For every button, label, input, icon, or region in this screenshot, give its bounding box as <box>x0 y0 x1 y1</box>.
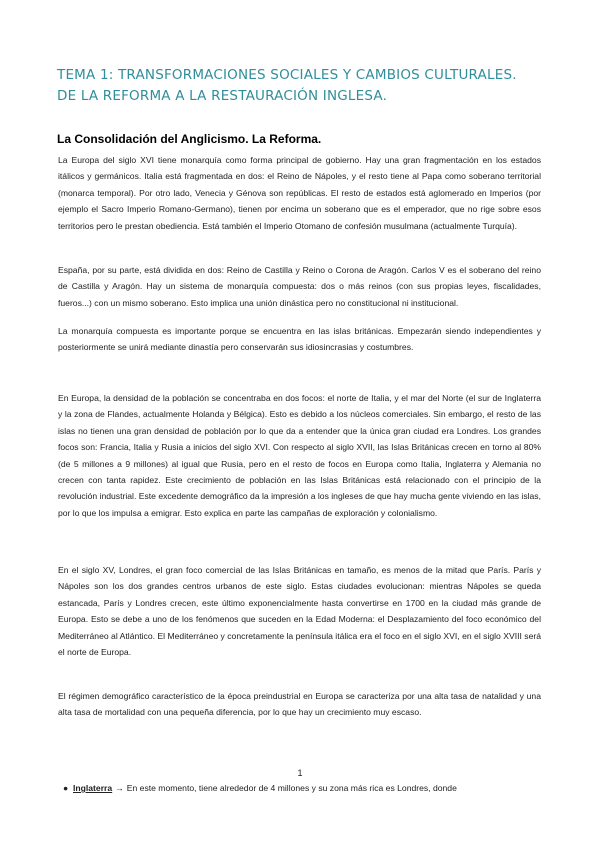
bullet-item <box>63 781 543 795</box>
bullet-icon: ● <box>63 783 69 793</box>
bullet-text: En este momento, tiene alrededor de 4 millones y su zona más rica es Londres, donde <box>126 783 457 793</box>
arrow-icon: → <box>115 783 124 793</box>
paragraph: En el siglo XV, Londres, el gran foco comercial de las Islas Británicas en tamaño, es menos de la mitad que París. París y Nápoles son los dos grandes centros urbanos de este siglo. Estas ciudades evolucionan: mientras Nápoles se queda estancada, París y Londres crecen, este último exponencialmente hasta convertirse en 1700 en la ciudad más grande de Europa. Esto se debe a uno de los fenómenos que suceden en la Edad Moderna: el Desplazamiento del foco económico del Mediterráneo al Atlántico. El Mediterráneo y concretamente la península itálica era el foco en el siglo XVI, en el siglo XVIII será el norte de Europa. <box>58 565 541 658</box>
paragraph: El régimen demográfico característico de la época preindustrial en Europa se caracteriza por una alta tasa de natalidad y una alta tasa de mortalidad con una pequeña diferencia, por lo que hay un crecimiento muy escaso. <box>58 691 541 718</box>
paragraph: La monarquía compuesta es importante porque se encuentra en las islas británicas. Empezarán siendo independientes y posteriormente se unirá mediante dinastía pero conservarán sus idiosincrasias y costumbres. <box>58 326 541 353</box>
document-title: TEMA 1: TRANSFORMACIONES SOCIALES Y CAMBIOS CULTURALES. DE LA REFORMA A LA RESTAURACIÓN INGLESA. <box>57 67 517 105</box>
bullet-term: Inglaterra <box>73 783 113 793</box>
paragraph: La Europa del siglo XVI tiene monarquía como forma principal de gobierno. Hay una gran fragmentación en los estados itálicos y germánicos. Italia está fragmentada en dos: el Reino de Nápoles, y el resto tiene al Papa como soberano territorial (monarca temporal). Por otro lado, Venecia y Génova son repúblicas. El resto de estados está aglomerado en Imperios (por ejemplo el Sacro Imperio Romano-Germano), tienen por encima un soberano que es el emperador, que no rige sobre esos territorios pero le prestan obediencia. Está también el Imperio Otomano de confesión musulmana (actualmente Turquía). <box>58 155 541 231</box>
paragraph: España, por su parte, está dividida en dos: Reino de Castilla y Reino o Corona de Aragón. Carlos V es el soberano del reino de Castilla y Aragón. Hay un sistema de monarquía compuesta: dos o más reinos (con sus propias leyes, fiscalidades, fueros...) con un mismo soberano. Esto implica una unión dinástica pero no constitucional ni institucional. <box>58 265 541 308</box>
section-heading: La Consolidación del Anglicismo. La Reforma. <box>57 132 322 146</box>
page-number: 1 <box>297 768 303 778</box>
paragraph: En Europa, la densidad de la población se concentraba en dos focos: el norte de Italia, y el mar del Norte (el sur de Inglaterra y la zona de Flandes, actualmente Holanda y Bélgica). Esto es debido a los núcleos comerciales. Sin embargo, el resto de las islas no tienen una gran densidad de población por lo que da a entender que la única gran ciudad era Londres. Los grandes focos son: Francia, Italia y Rusia a inicios del siglo XVI. Con respecto al siglo XVII, las Islas Británicas crecen en torno al 80% (de 5 millones a 9 millones) al igual que Rusia, pero en el resto de focos en Europa como Italia, Inglaterra y Alemania no crecen con tanta rapidez. Este crecimiento de población en las Islas Británicas está relacionado con el principio de la revolución industrial. Este excedente demográfico da la impresión a los ingleses de que hay mucha gente viviendo en las islas, por lo que los impulsa a emigrar. Esto explica en parte las campañas de exploración y colonialismo. <box>58 393 541 518</box>
